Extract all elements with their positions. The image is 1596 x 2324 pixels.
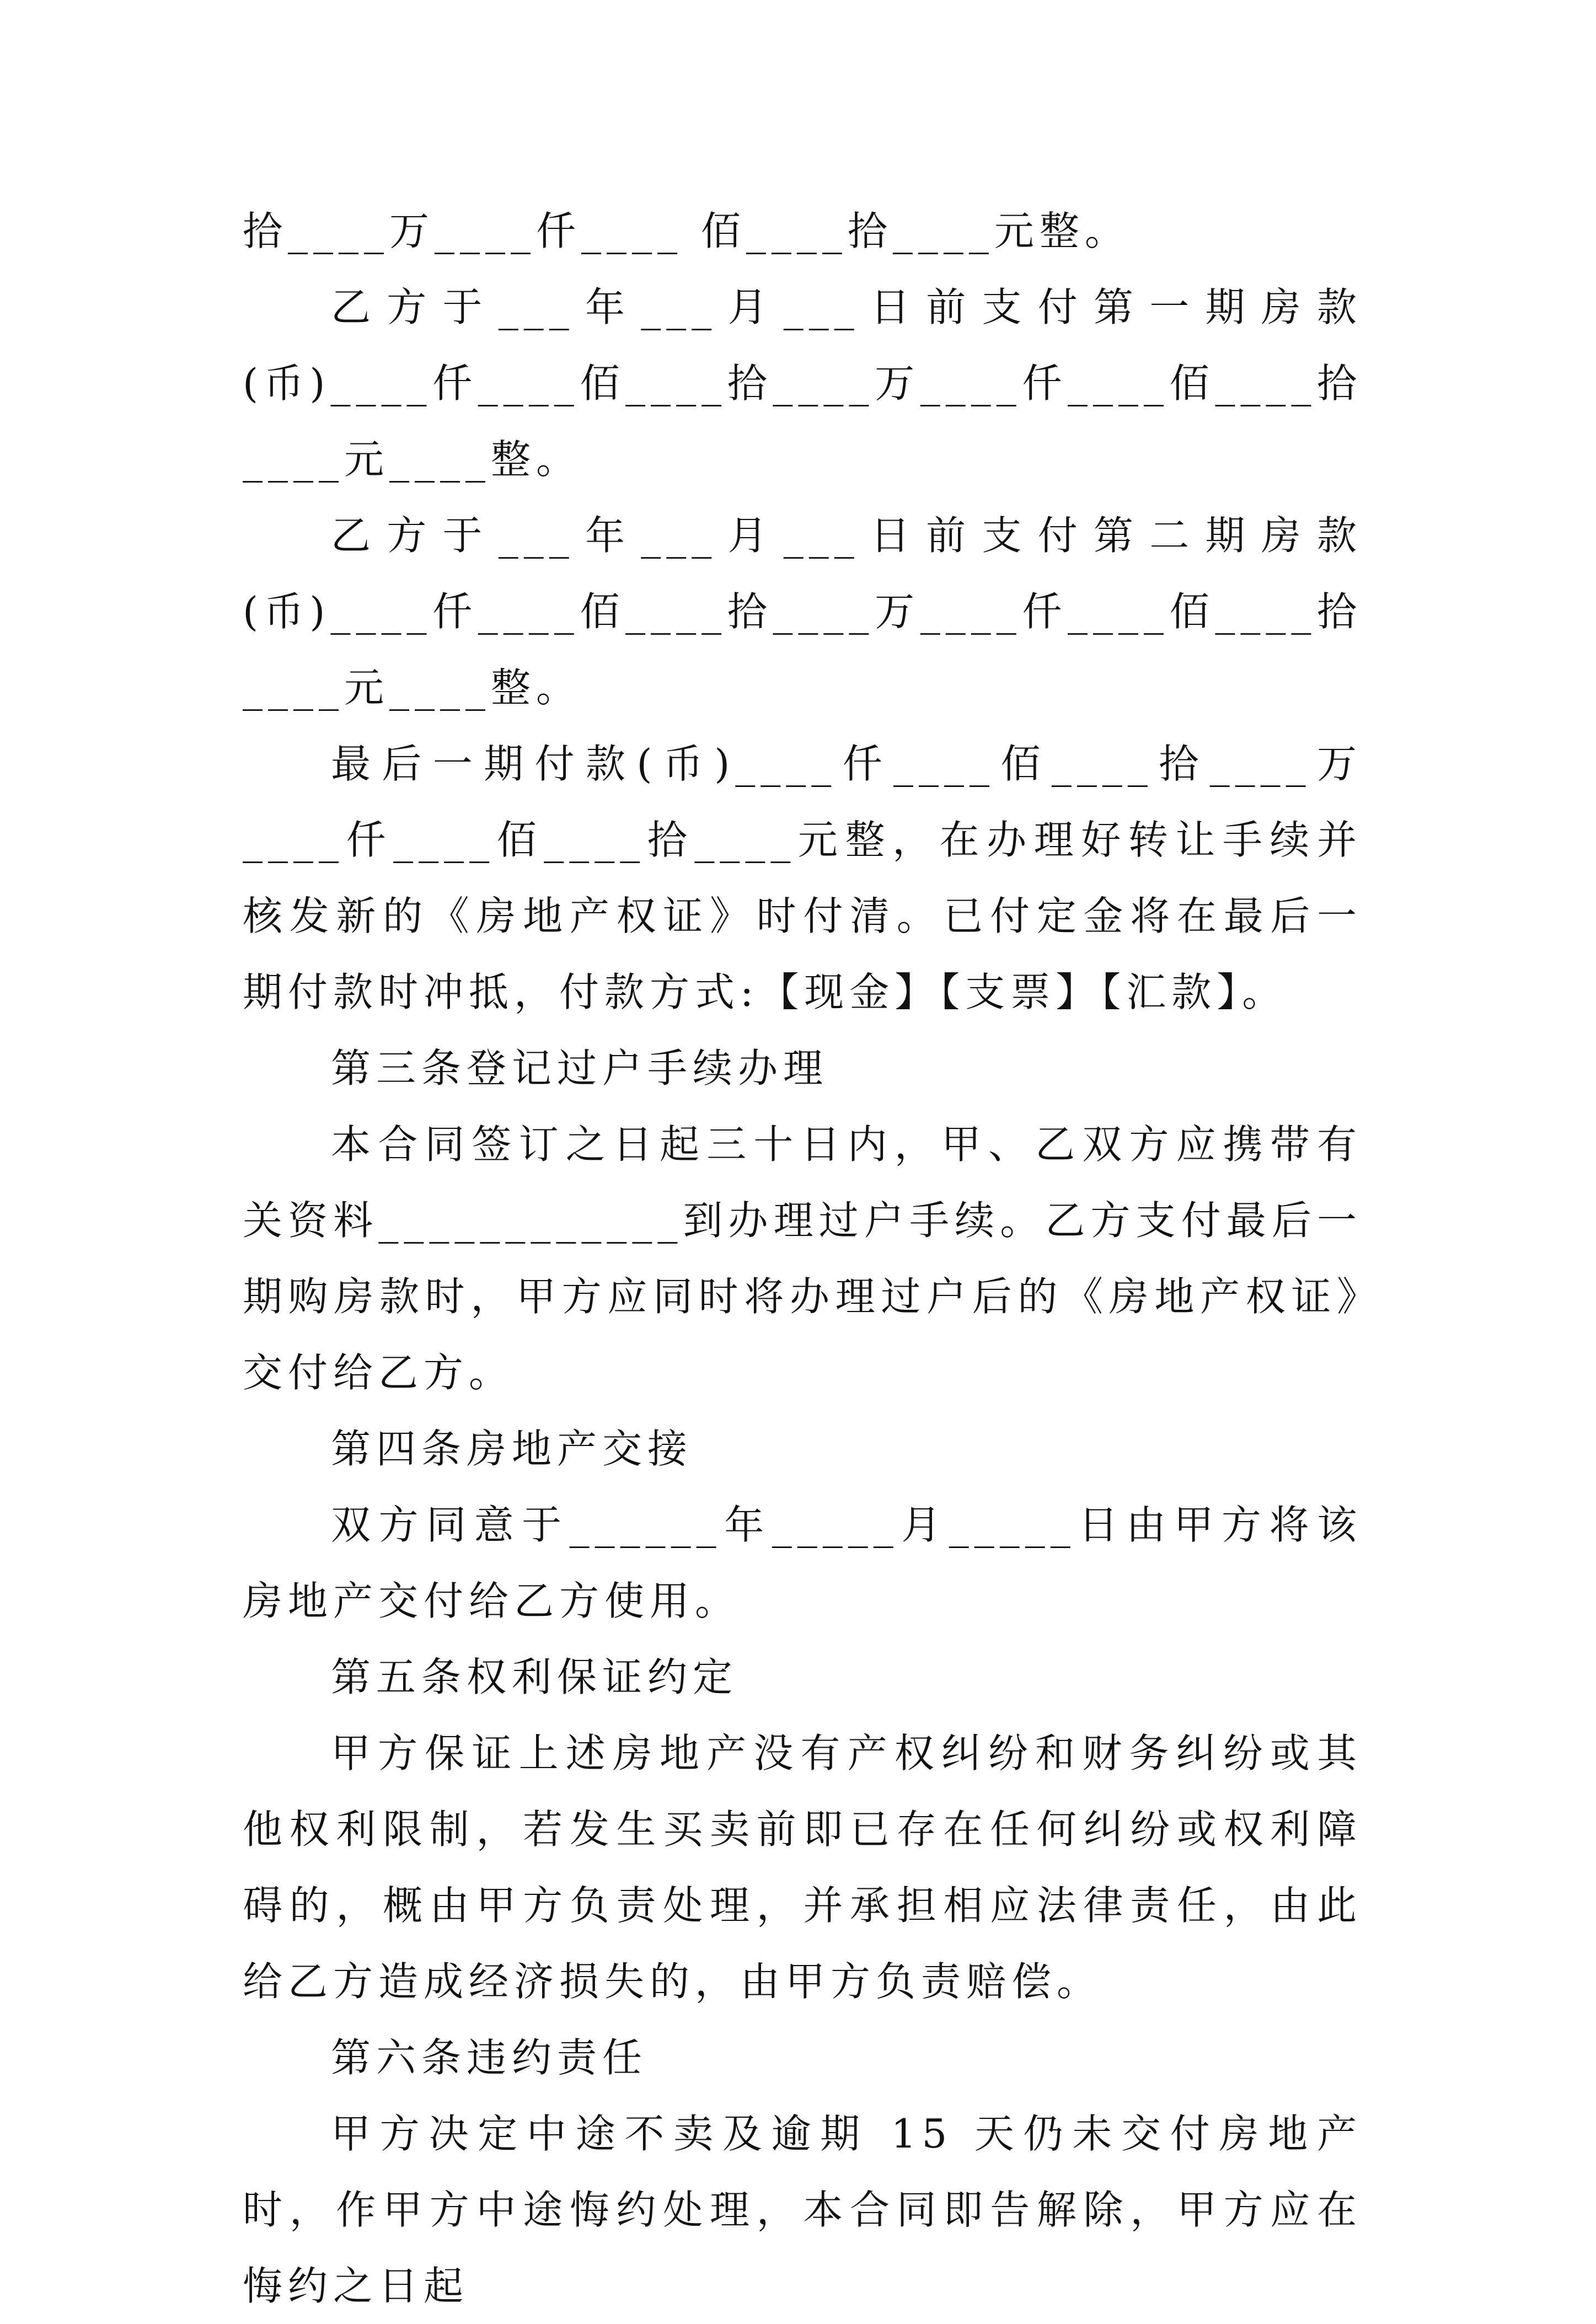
paragraph-article-5: 甲方保证上述房地产没有产权纠纷和财务纠纷或其他权利限制，若发生买卖前即已存在任何纠纷或权利障碍的，概由甲方负责处理，并承担相应法律责任，由此给乙方造成经济损失的，由甲方负责赔偿。: [243, 1730, 1362, 2005]
document-body: [243, 193, 1362, 2324]
paragraph-payment-tail: 拾____万____仟____ 佰____拾____元整。: [243, 208, 1130, 254]
paragraph-article-4: 双方同意于______年_____月_____日由甲方将该房地产交付给乙方使用。: [243, 1502, 1362, 1624]
heading-article-4: 第四条房地产交接: [331, 1426, 693, 1472]
heading-article-3: 第三条登记过户手续办理: [331, 1045, 829, 1091]
heading-article-5: 第五条权利保证约定: [331, 1654, 738, 1700]
paragraph-article-6: 甲方决定中途不卖及逾期 15 天仍未交付房地产时，作甲方中途悔约处理，本合同即告解除，甲方应在悔约之日起: [243, 2111, 1362, 2309]
paragraph-article-3: 本合同签订之日起三十日内，甲、乙双方应携带有关资料____________到办理过户手续。乙方支付最后一期购房款时，甲方应同时将办理过户后的《房地产权证》交付给乙方。: [243, 1121, 1362, 1396]
paragraph-second-installment: 乙方于___年___月___日前支付第二期房款(币)____仟____佰____拾____万____仟____佰____拾____元____整。: [243, 512, 1362, 711]
paragraph-final-installment: 最后一期付款(币)____仟____佰____拾____万____仟____佰____拾____元整，在办理好转让手续并核发新的《房地产权证》时付清。已付定金将在最后一期付款时冲抵，付款方式:【现金】【支票】【汇款】。: [243, 741, 1362, 1015]
paragraph-first-installment: 乙方于___年___月___日前支付第一期房款(币)____仟____佰____拾____万____仟____佰____拾____元____整。: [243, 284, 1362, 483]
heading-article-6: 第六条违约责任: [331, 2034, 648, 2081]
